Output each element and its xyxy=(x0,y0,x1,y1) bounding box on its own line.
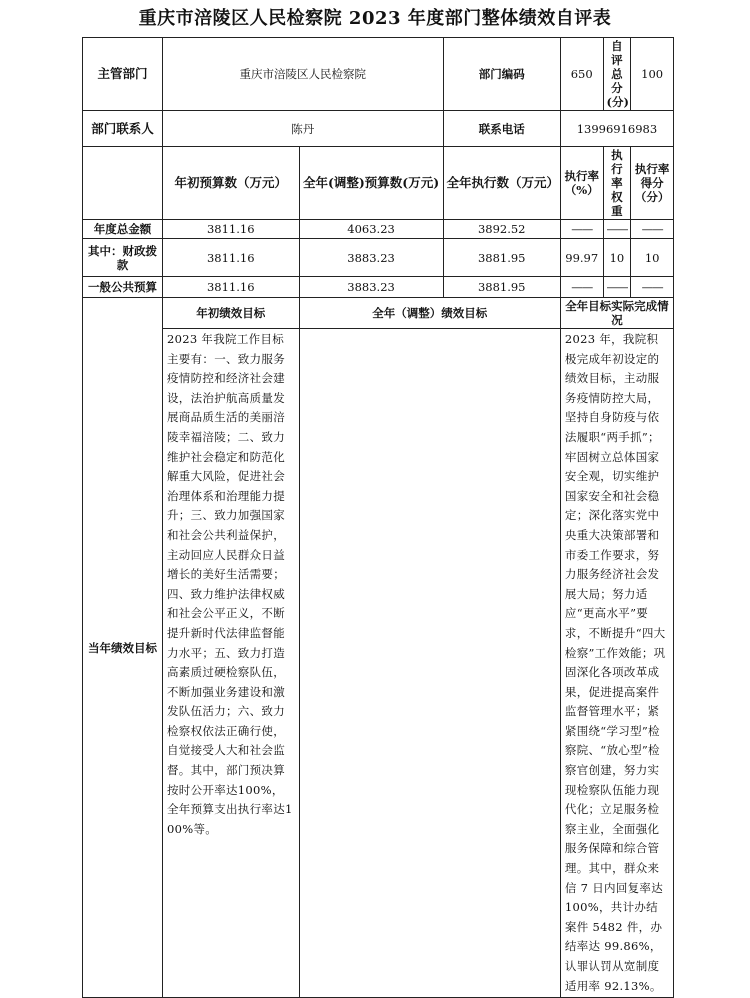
dept-row xyxy=(83,38,674,111)
header-initial: 年初预算数（万元） xyxy=(163,147,300,220)
row-rate: —— xyxy=(560,277,603,298)
row-label: 其中：财政拨款 xyxy=(83,239,163,277)
goals-header-row xyxy=(83,298,674,329)
goals-content-row xyxy=(83,329,674,998)
page-title: 重庆市涪陵区人民检察院 2023 年度部门整体绩效自评表 xyxy=(138,8,612,29)
goals-col2-header: 全年（调整）绩效目标 xyxy=(299,298,560,329)
table-row xyxy=(83,239,674,277)
table-row xyxy=(83,220,674,239)
row-label: 一般公共预算 xyxy=(83,277,163,298)
goals-section-label: 当年绩效目标 xyxy=(83,298,163,998)
phone-value: 13996916983 xyxy=(560,111,673,147)
table-row xyxy=(83,277,674,298)
header-execution: 全年执行数（万元） xyxy=(443,147,560,220)
performance-table xyxy=(82,37,674,998)
goals-col1-header: 年初绩效目标 xyxy=(163,298,300,329)
score-label: 自评总分(分) xyxy=(603,38,631,111)
header-weight: 执行率权重 xyxy=(603,147,631,220)
contact-value: 陈丹 xyxy=(163,111,444,147)
row-label: 年度总金额 xyxy=(83,220,163,239)
phone-label: 联系电话 xyxy=(443,111,560,147)
row-rate: 99.97 xyxy=(560,239,603,277)
header-adjusted: 全年(调整)预算数(万元) xyxy=(299,147,443,220)
header-empty xyxy=(83,147,163,220)
row-adjusted: 4063.23 xyxy=(299,220,443,239)
goals-col3-header: 全年目标实际完成情况 xyxy=(560,298,673,329)
goals-col1-text: 2023 年我院工作目标主要有：一、致力服务疫情防控和经济社会建设，法治护航高质量发展商品质生活的美丽涪陵幸福涪陵；二、致力维护社会稳定和防范化解重大风险，促进社会治理体系和治理能力提升；三、致力加强国家和社会公共利益保护，主动回应人民群众日益增长的美好生活需要；四、致力维护法律权威和社会公平正义，不断提升新时代法律监督能力水平；五、致力打造高素质过硬检察队伍，不断加强业务建设和激发队伍活力；六、致力检察权依法正确行使，自觉接受人大和社会监督。其中，部门预决算按时公开率达100%，全年预算支出执行率达100%等。 xyxy=(163,329,300,998)
row-initial: 3811.16 xyxy=(163,277,300,298)
header-score: 执行率得分（分） xyxy=(631,147,674,220)
score-value: 100 xyxy=(631,38,674,111)
row-score: 10 xyxy=(631,239,674,277)
header-rate: 执行率（%） xyxy=(560,147,603,220)
goals-col3-text: 2023 年，我院积极完成年初设定的绩效目标，主动服务疫情防控大局，坚持自身防疫与依法履职“两手抓”；牢固树立总体国家安全观，切实维护国家安全和社会稳定；深化落实党中央重大决策部署和市委工作要求，努力服务经济社会发展大局；努力适应“更高水平”要求，不断提升“四大检察”工作效能；巩固深化各项改革成果，促进提高案件监督管理水平；紧紧围绕“学习型”检察院、“放心型”检察官创建，努力实现检察队伍能力现代化；立足服务检察主业，全面强化服务保障和综合管理。其中，群众来信 7 日内回复率达 100%，共计办结案件 5482 件，办结率达 99.86%，认罪认罚从宽制度适用率 92.13%。 xyxy=(560,329,673,998)
dept-value: 重庆市涪陵区人民检察院 xyxy=(163,38,444,111)
row-initial: 3811.16 xyxy=(163,220,300,239)
row-execution: 3881.95 xyxy=(443,277,560,298)
code-value: 650 xyxy=(560,38,603,111)
goals-col2-text xyxy=(299,329,560,998)
row-execution: 3892.52 xyxy=(443,220,560,239)
contact-row xyxy=(83,111,674,147)
code-label: 部门编码 xyxy=(443,38,560,111)
row-score: —— xyxy=(631,220,674,239)
row-score: —— xyxy=(631,277,674,298)
row-weight: 10 xyxy=(603,239,631,277)
row-adjusted: 3883.23 xyxy=(299,239,443,277)
dept-label: 主管部门 xyxy=(83,38,163,111)
row-initial: 3811.16 xyxy=(163,239,300,277)
contact-label: 部门联系人 xyxy=(83,111,163,147)
row-rate: —— xyxy=(560,220,603,239)
row-weight: —— xyxy=(603,277,631,298)
row-adjusted: 3883.23 xyxy=(299,277,443,298)
budget-header-row xyxy=(83,147,674,220)
row-weight: —— xyxy=(603,220,631,239)
row-execution: 3881.95 xyxy=(443,239,560,277)
